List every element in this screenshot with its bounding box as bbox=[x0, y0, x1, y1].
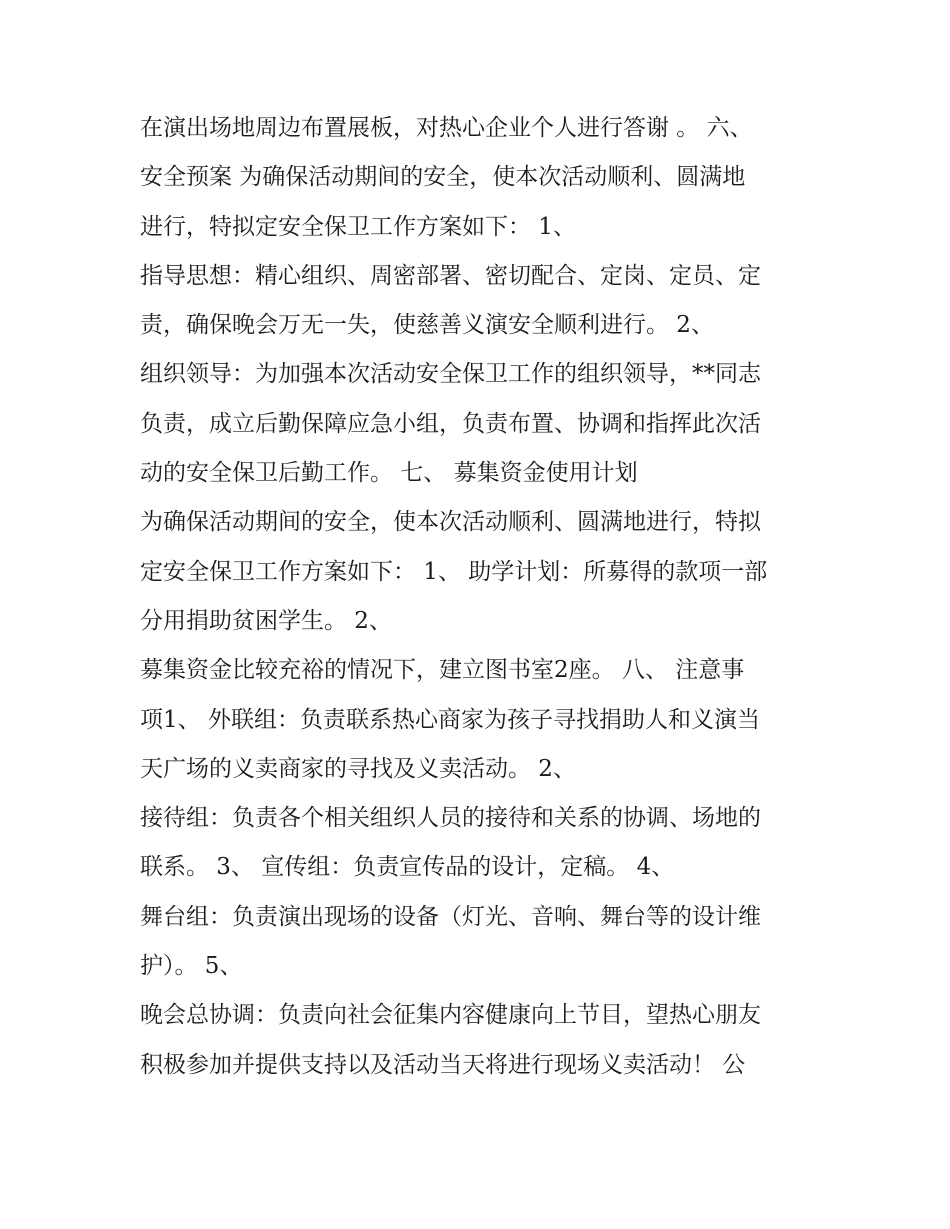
text-line: 定安全保卫工作方案如下： 1、 助学计划：所募得的款项一部 bbox=[140, 558, 768, 585]
text-line: 为确保活动期间的安全，使本次活动顺利、圆满地进行，特拟 bbox=[140, 509, 761, 536]
text-line: 积极参加并提供支持以及活动当天将进行现场义卖活动！ 公 bbox=[140, 1051, 746, 1078]
text-line: 责，确保晚会万无一失，使慈善义演安全顺利进行。 2、 bbox=[140, 312, 714, 339]
text-line: 舞台组：负责演出现场的设备（灯光、音响、舞台等的设计维 bbox=[140, 903, 761, 930]
text-line: 晚会总协调：负责向社会征集内容健康向上节目，望热心朋友 bbox=[140, 1002, 761, 1029]
text-line: 分用捐助贫困学生。 2、 bbox=[140, 607, 392, 634]
text-line: 接待组：负责各个相关组织人员的接待和关系的协调、场地的 bbox=[140, 805, 761, 832]
text-line: 天广场的义卖商家的寻找及义卖活动。 2、 bbox=[140, 755, 576, 782]
text-line: 动的安全保卫后勤工作。 七、 募集资金使用计划 bbox=[140, 460, 638, 487]
text-line: 安全预案 为确保活动期间的安全，使本次活动顺利、圆满地 bbox=[140, 164, 746, 191]
text-line: 募集资金比较充裕的情况下，建立图书室2座。 八、 注意事 bbox=[140, 657, 745, 684]
text-line: 联系。 3、 宣传组：负责宣传品的设计，定稿。 4、 bbox=[140, 854, 675, 881]
text-line: 指导思想：精心组织、周密部署、密切配合、定岗、定员、定 bbox=[140, 262, 761, 289]
text-line: 负责，成立后勤保障应急小组，负责布置、协调和指挥此次活 bbox=[140, 410, 761, 437]
text-line: 护）。 5、 bbox=[140, 953, 243, 980]
text-line: 组织领导：为加强本次活动安全保卫工作的组织领导，**同志 bbox=[140, 361, 761, 388]
text-line: 项1、 外联组：负责联系热心商家为孩子寻找捐助人和义演当 bbox=[140, 706, 760, 733]
text-line: 在演出场地周边布置展板，对热心企业个人进行答谢 。 六、 bbox=[140, 115, 753, 141]
text-line: 进行，特拟定安全保卫工作方案如下： 1、 bbox=[140, 213, 576, 240]
body-text bbox=[140, 104, 830, 1090]
